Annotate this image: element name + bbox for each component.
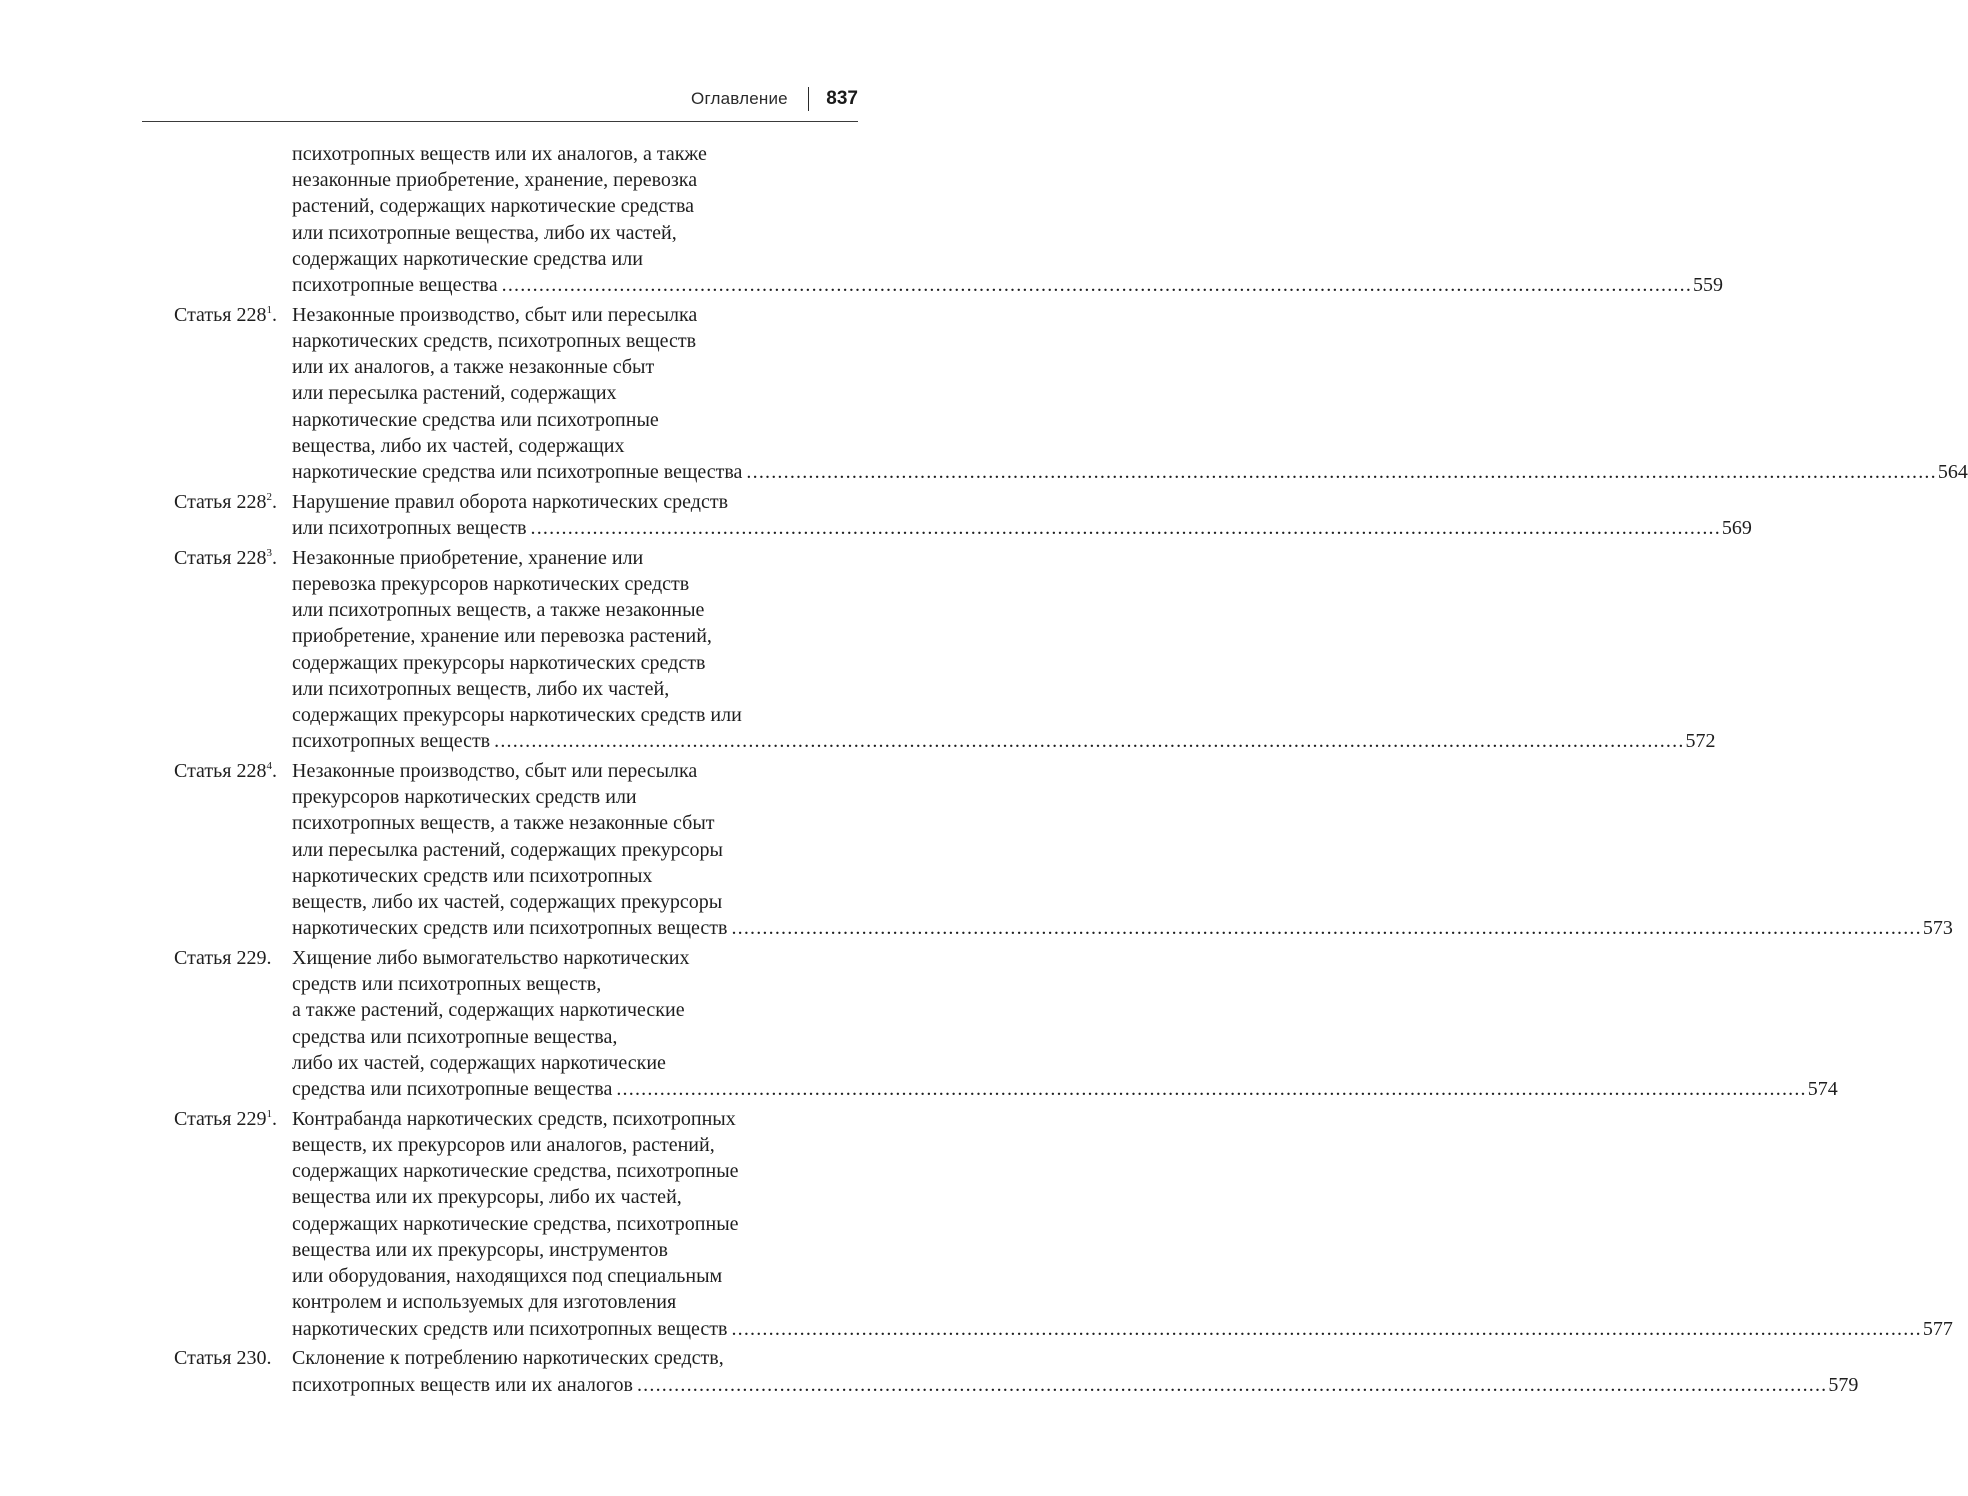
entry-title-line: средств или психотропных веществ, <box>292 973 602 996</box>
entry-title-line: содержащих наркотические средства, психотропные <box>292 1160 739 1183</box>
entry-title-line: психотропных веществ или их аналогов <box>292 1373 633 1396</box>
entry-title-line: приобретение, хранение или перевозка растений, <box>292 625 712 648</box>
entry-last-line <box>292 1372 1858 1398</box>
entry-title-line: наркотические средства или психотропные <box>292 408 659 431</box>
article-label: Статья $228^1$. <box>174 303 277 326</box>
entry-title-line: средства или психотропные вещества <box>292 1078 613 1101</box>
entry-title-line: вещества или их прекурсоры, либо их частей, <box>292 1186 682 1209</box>
entry-page-number: 572 <box>1685 730 1716 753</box>
section-title: Оглавление <box>691 89 788 108</box>
toc-entry <box>174 545 1716 755</box>
entry-title-line: перевозка прекурсоров наркотических средств <box>292 573 690 596</box>
entry-title-line: Хищение либо вымогательство наркотических <box>292 947 690 970</box>
running-header <box>691 86 858 112</box>
article-label-text: Статья 228 <box>174 546 267 569</box>
article-label: Статья $228^4$. <box>174 760 277 783</box>
dot-leader <box>746 459 1936 485</box>
article-label-text: Статья 229. <box>174 947 272 970</box>
entry-page-number: 559 <box>1693 274 1724 297</box>
entry-title-line: прекурсоров наркотических средств или <box>292 786 637 809</box>
article-label-text: Статья 228 <box>174 303 267 326</box>
entry-title-line: или психотропных веществ <box>292 517 527 540</box>
entry-title-line: Нарушение правил оборота наркотических средств <box>292 490 729 513</box>
entry-title-line: контролем и используемых для изготовления <box>292 1291 677 1314</box>
entry-title-line: наркотических средств или психотропных веществ <box>292 917 728 940</box>
entry-title-line: содержащих наркотические средства или <box>292 247 643 270</box>
dot-leader <box>616 1076 1806 1102</box>
article-label: Статья $228^2$. <box>174 490 277 513</box>
entry-title-line: Незаконные производство, сбыт или пересылка <box>292 303 698 326</box>
entry-title-line: или их аналогов, а также незаконные сбыт <box>292 356 655 379</box>
entry-last-line <box>292 515 1752 541</box>
article-label-text: Статья 228 <box>174 490 267 513</box>
entry-title <box>292 489 1752 541</box>
entry-title <box>292 945 1838 1102</box>
toc-entry <box>174 489 1752 541</box>
toc-entry <box>174 945 1838 1102</box>
entry-title-line: вещества, либо их частей, содержащих <box>292 434 625 457</box>
entry-last-line <box>292 272 1723 298</box>
entry-title-line: или пересылка растений, содержащих <box>292 382 617 405</box>
entry-title-line: или психотропных веществ, а также незаконные <box>292 599 705 622</box>
entry-page-number: 573 <box>1922 917 1953 940</box>
entry-title-line: веществ, их прекурсоров или аналогов, растений, <box>292 1134 715 1157</box>
article-superscript: 3 <box>266 546 272 559</box>
entry-title-line: содержащих прекурсоры наркотических средств <box>292 651 706 674</box>
entry-title-line: Незаконные производство, сбыт или пересылка <box>292 760 698 783</box>
entry-title <box>292 1345 1858 1397</box>
article-label <box>174 945 292 1102</box>
entry-title-line: веществ, либо их частей, содержащих прекурсоры <box>292 891 723 914</box>
article-label <box>174 1345 292 1397</box>
toc-entry <box>174 1345 1859 1397</box>
entry-title-line: содержащих прекурсоры наркотических средств или <box>292 704 742 727</box>
entry-page-number: 569 <box>1721 517 1752 540</box>
article-label-text: Статья 228 <box>174 760 267 783</box>
toc-entry <box>174 141 1724 298</box>
entry-title-line: или психотропных веществ, либо их частей, <box>292 677 670 700</box>
entry-last-line <box>292 459 1968 485</box>
table-of-contents <box>174 141 1968 1401</box>
entry-title <box>292 302 1968 485</box>
toc-entry <box>174 302 1968 485</box>
entry-title <box>292 1106 1953 1342</box>
entry-last-line <box>292 728 1716 754</box>
dot-leader <box>731 915 1921 941</box>
entry-title-line: или психотропные вещества, либо их частей, <box>292 221 677 244</box>
entry-title <box>292 545 1716 755</box>
article-label: Статья $228^3$. <box>174 546 277 569</box>
entry-page-number: 579 <box>1828 1373 1859 1396</box>
article-superscript: 2 <box>266 490 272 503</box>
entry-page-number: 564 <box>1937 461 1968 484</box>
dot-leader <box>494 728 1684 754</box>
article-label: Статья $229^1$. <box>174 1107 277 1130</box>
dot-leader <box>731 1316 1921 1342</box>
entry-title-line: психотропных веществ или их аналогов, а также <box>292 143 707 165</box>
entry-title-line: наркотических средств или психотропных <box>292 864 653 887</box>
entry-page-number: 574 <box>1807 1078 1838 1101</box>
entry-title-line: или оборудования, находящихся под специальным <box>292 1265 723 1288</box>
header-separator <box>808 87 810 111</box>
article-label-text: Статья 230. <box>174 1347 272 1370</box>
entry-title-line: содержащих наркотические средства, психотропные <box>292 1212 739 1235</box>
toc-entry <box>174 1106 1953 1342</box>
entry-title-line: психотропных веществ, а также незаконные сбыт <box>292 812 715 835</box>
entry-last-line <box>292 1076 1838 1102</box>
entry-title-line: наркотических средств, психотропных веществ <box>292 330 697 353</box>
entry-title-line: либо их частей, содержащих наркотические <box>292 1051 666 1074</box>
entry-title-line: Контрабанда наркотических средств, психотропных <box>292 1107 736 1130</box>
dot-leader <box>531 515 1721 541</box>
entry-title-line: средства или психотропные вещества, <box>292 1025 618 1048</box>
entry-title-line: психотропных веществ <box>292 730 491 753</box>
entry-title-line: Незаконные приобретение, хранение или <box>292 546 644 569</box>
article-superscript: 1 <box>266 1107 272 1120</box>
entry-title-line: растений, содержащих наркотические средства <box>292 195 695 218</box>
header-rule <box>142 121 858 122</box>
entry-page-number: 577 <box>1922 1317 1953 1340</box>
entry-title-line: незаконные приобретение, хранение, перевозка <box>292 169 698 192</box>
entry-title-line: психотропные вещества <box>292 274 498 297</box>
entry-last-line <box>292 1316 1953 1342</box>
dot-leader <box>502 272 1692 298</box>
entry-title-line: или пересылка растений, содержащих прекурсоры <box>292 838 723 861</box>
entry-title-line: вещества или их прекурсоры, инструментов <box>292 1238 668 1261</box>
article-label-text: Статья 229 <box>174 1107 267 1130</box>
page-number: 837 <box>826 88 858 109</box>
entry-last-line <box>292 915 1953 941</box>
entry-title <box>292 758 1953 941</box>
entry-title-line: наркотических средств или психотропных веществ <box>292 1317 728 1340</box>
article-superscript: 4 <box>266 760 272 773</box>
dot-leader <box>637 1372 1827 1398</box>
entry-title-line: наркотические средства или психотропные вещества <box>292 461 743 484</box>
article-superscript: 1 <box>266 303 272 316</box>
entry-title-line: Склонение к потреблению наркотических средств, <box>292 1347 724 1370</box>
toc-entry <box>174 758 1953 941</box>
entry-title <box>292 141 1723 298</box>
entry-title-line: а также растений, содержащих наркотические <box>292 999 685 1022</box>
